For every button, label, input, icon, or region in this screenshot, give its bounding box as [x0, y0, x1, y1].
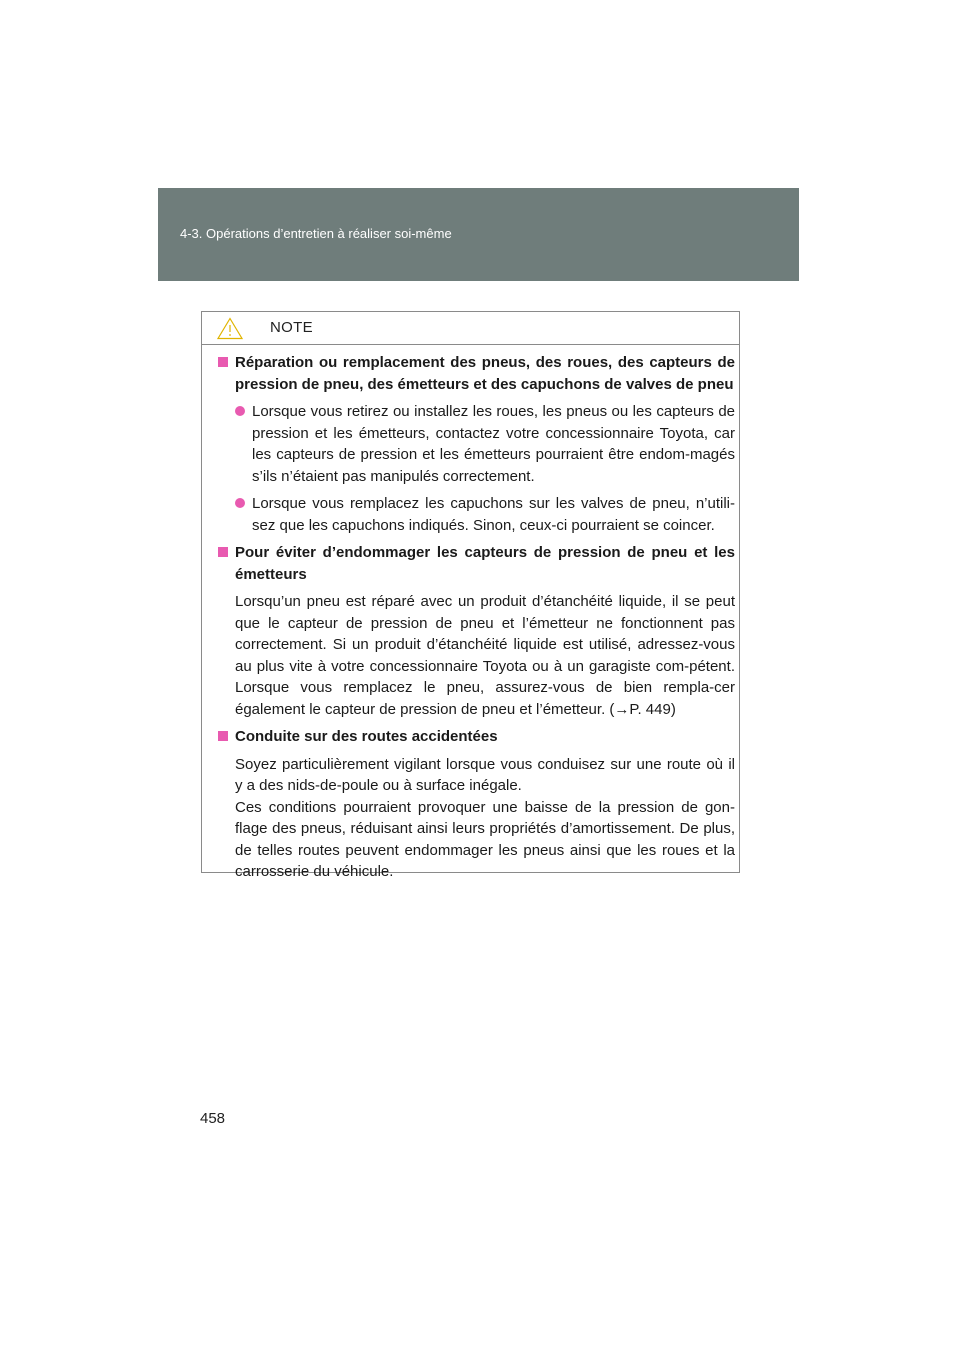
- bullet-item: Lorsque vous remplacez les capuchons sur les valves de pneu, n’utili-sez que les capuchons indiqués. Sinon, ceux-ci pourraient se coincer.: [235, 493, 735, 536]
- pink-dot-bullet-icon: [235, 498, 245, 508]
- bullet-item: Lorsque vous retirez ou installez les roues, les pneus ou les capteurs de pression et les émetteurs, contactez votre concessionnaire Toyota, car les capteurs de pression et les émetteurs pourraient être endom-magés s’ils n’étaient pas manipulés correctement.: [235, 401, 735, 487]
- section-heading-avoid-damage: Pour éviter d’endommager les capteurs de pression de pneu et les émetteurs: [218, 542, 735, 585]
- section-paragraph: Lorsqu’un pneu est réparé avec un produit d’étanchéité liquide, il se peut que le capteur de pression de pneu et l’émetteur ne fonctionnent pas correctement. Si un produit d’étanchéité liquide est utilisé, adressez-vous au plus vite à votre concessionnaire Toyota ou à un garagiste com-pétent. Lorsque vous remplacez le pneu, assurez-vous de bien rempla-cer également le capteur de pression de pneu et l’émetteur. (→P. 449): [235, 593, 735, 718]
- note-header: [202, 312, 739, 345]
- pink-square-bullet-icon: [218, 731, 228, 741]
- pink-square-bullet-icon: [218, 357, 228, 367]
- section-heading-tire-repair: Réparation ou remplacement des pneus, des roues, des capteurs de pression de pneu, des émetteurs et des capuchons de valves de pneu: [218, 352, 735, 395]
- note-body: [218, 352, 735, 883]
- note-box: [201, 311, 740, 880]
- page-number: 458: [200, 1110, 226, 1127]
- chapter-title: 4-3. Opérations d’entretien à réaliser soi-même: [180, 226, 452, 241]
- section-paragraph: Soyez particulièrement vigilant lorsque vous conduisez sur une route où il y a des nids-de-poule ou à surface inégale. Ces conditions pourraient provoquer une baisse de la pression de gon-flage des pneus, réduisant ainsi leurs propriétés d’amortissement. De plus, de telles routes peuvent endommager les pneus ainsi que les roues et la carrosserie du véhicule.: [235, 755, 735, 880]
- note-title: NOTE: [270, 319, 313, 336]
- chapter-header-band: [158, 188, 799, 281]
- pink-square-bullet-icon: [218, 547, 228, 557]
- pink-dot-bullet-icon: [235, 406, 245, 416]
- section-heading-rough-roads: Conduite sur des routes accidentées: [218, 726, 735, 748]
- bullet-list: [218, 401, 735, 536]
- warning-triangle-icon: [217, 317, 243, 340]
